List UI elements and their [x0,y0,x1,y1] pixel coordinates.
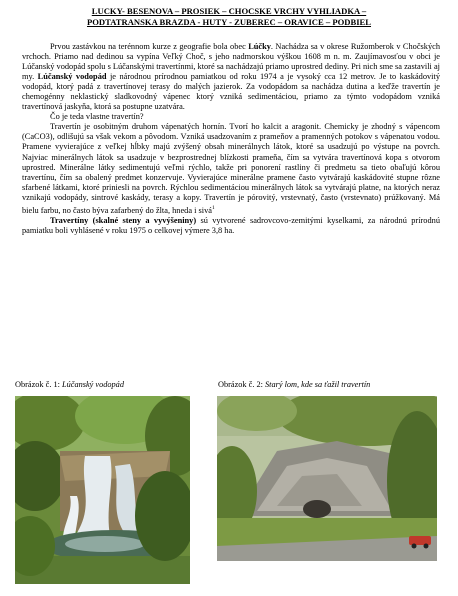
title-line-1: LUCKY- BESENOVA – PROSIEK – CHOCSKE VRCHY VYHLIADKA – [91,6,367,16]
travertines-term: Travertíny (skalné steny a vyvýšeniny) [50,215,197,225]
quarry-illustration [217,396,437,561]
footnote-ref: 1 [211,204,215,211]
paragraph-travertine: Travertín je osobitným druhom vápenatých hornín. Tvorí ho kalcit a aragonit. Chemicky je zhodný s vápencom (CaCO3), odlišujú sa však vekom a pôvodom. Vzniká usadzovaním z prameňov a pramenných potokov s vápenatou vodou. Pramene vyvierajúce z veľkej hĺbky majú zvýšený obsah minerálnych látok, ktoré sa usadzujú po výstupe na povrch. Najviac minerálnych látok sa usadzuje v bezprostrednej blízkosti prameňa, čím sa vytvára travertínová kopa s otvorom uprostred. Minerálne látky sedimentujú veľmi rýchlo, takže pri ponorení rastliny či predmetu sa tieto obaľujú kôrou travertínu, čím sa obalený predmet konzervuje. Vyvierajúce minerálne pramene často vytvárajú kaskádovité stupne rôzne sfarbené látkami, ktoré priniesli na povrch. Rýchlou sedimentáciou minerálnych látok sa vytvárajú platne, na ktorých neraz vznikajú vodopády, sintrové kaskády, terasy a kopy. Travertín je pórovitý, vrstevnatý, často (vrstevnato) prúžkovaný. Má bielu farbu, no často býva zafarbený do žlta, hneda i sivá$^1$ [22,122,440,215]
waterfall-photo [15,396,190,584]
paragraph-travertines-monument: Travertíny (skalné steny a vyvýšeniny) sú vytvorené sadrovcovo-zemitými kyselkami, za národnú prírodnú pamiatku boli vyhlásené v roku 1975 o celkovej výmere 3,8 ha. [22,215,440,235]
quarry-photo [217,396,437,561]
title-line-2: PODTATRANSKA BRAZDA - HUTY - ZUBEREC – ORAVICE – PODBIEL [86,17,372,27]
figure-1-caption: Obrázok č. 1: Lúčanský vodopád [15,380,124,389]
document-body [22,42,440,236]
waterfall-illustration [15,396,190,584]
waterfall-name: Lúčanský vodopád [37,72,107,82]
figure-2-caption: Obrázok č. 2: Starý lom, kde sa ťažil travertín [218,380,371,389]
document-title [8,6,450,28]
place-name-lucky: Lúčky [248,42,271,51]
paragraph-question: Čo je teda vlastne travertín? [50,112,144,122]
paragraph-intro: Prvou zastávkou na terénnom kurze z geografie bola obec Lúčky. Nachádza sa v okrese Ružomberok v Chočských vrchoch. Priamo nad dedinou sa vypína Veľký Choč, s jeho nadmorskou výškou 1608 m n. m. Zaujímavosťou v obci je Lúčanský vodopád spolu s Lúčanskými travertínmi, ktoré sa nachádzajú priamo uprostred dediny. Pri nich sme sa zastavili aj my. Lúčanský vodopád je národnou prírodnou pamiatkou od roku 1974 a je vysoký cca 12 metrov. Je to kaskádovitý vodopád, ktorý padá z travertínovej terasy do malých jazierok. Za vodopádom sa nachádza dutina a keďže travertín je chemogénny neklastický sladkovodný vápenec ktorý vzniká sedimentáciou, priamo za týmto vodopádom vzniká travertínová jaskyňa, ktorá sa postupne uzatvára. [22,42,440,112]
